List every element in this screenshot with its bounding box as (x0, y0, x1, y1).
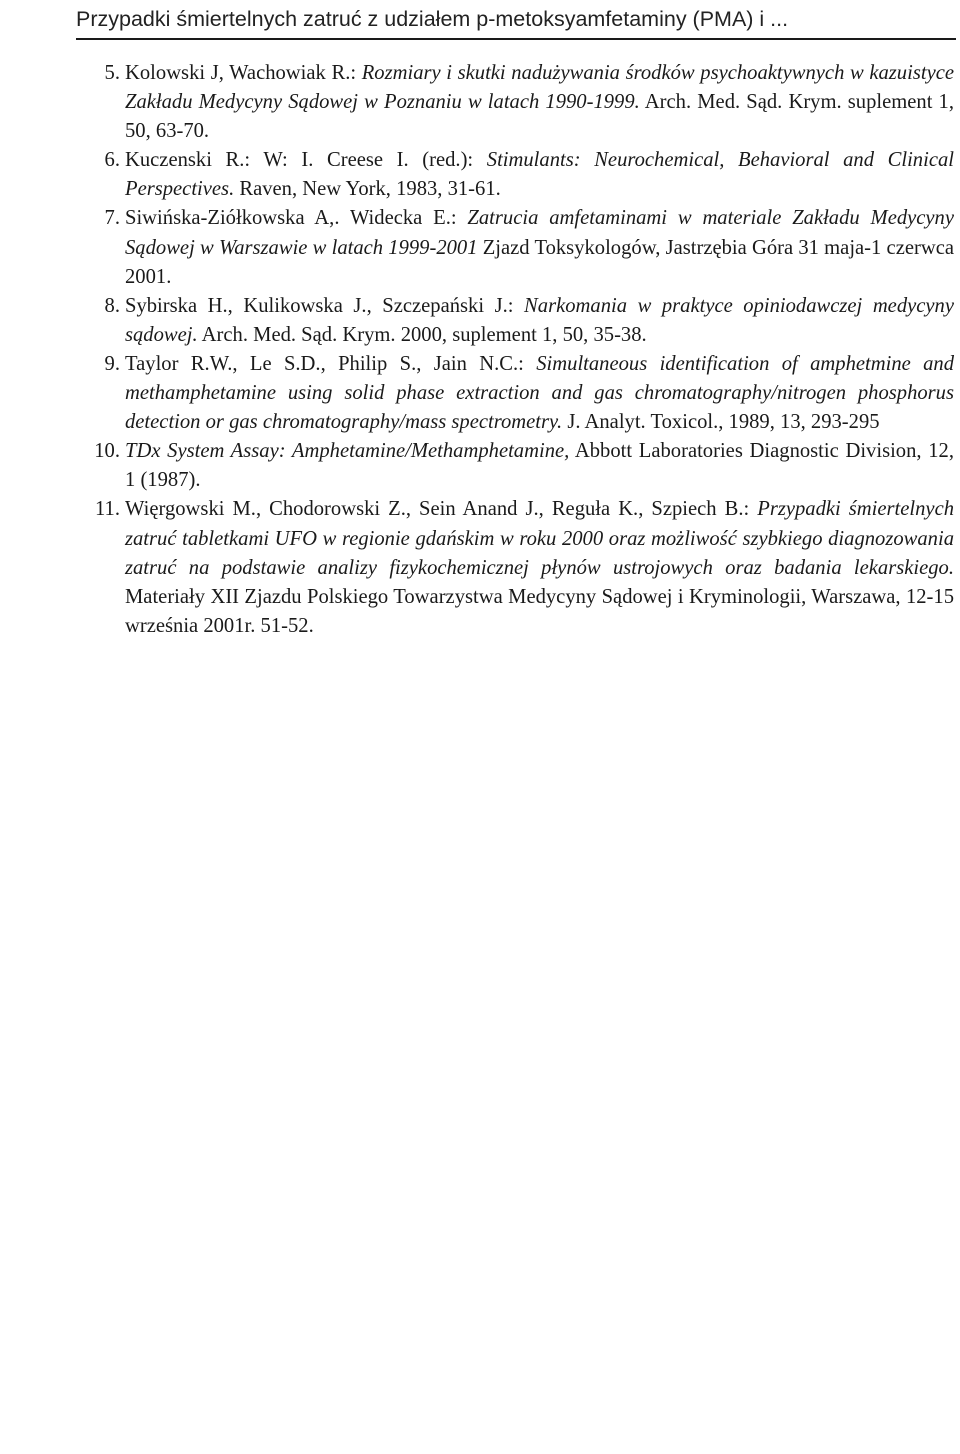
reference-number: 11. (95, 498, 120, 521)
reference-number: 8. (104, 294, 120, 317)
reference-title: Rozmiary i skutki nadużywania środków psychoaktywnych w kazuistyce Zakładu Medycyny Sądowej w Poznaniu w latach 1990-1999. (125, 62, 954, 114)
reference-title: Simultaneous identification of amphetmine and methamphetamine using solid phase extraction and gas chromatography/nitrogen phosphorus detection or gas chromatography/mass spectrometry. (125, 352, 955, 434)
reference-number: 5. (104, 62, 120, 84)
reference-authors: Siwińska-Ziółkowska A,. Widecka E.: (125, 207, 468, 230)
reference-authors: Więrgowski M., Chodorowski Z., Sein Anand J., Reguła K., Szpiech B.: (125, 498, 758, 521)
page-header (76, 4, 956, 40)
reference-item (88, 292, 954, 350)
reference-item (88, 59, 954, 146)
reference-source: Abbott Laboratories Diagnostic Division, 12, 1 (1987). (125, 440, 954, 492)
reference-number: 10. (94, 440, 120, 463)
reference-number: 7. (104, 207, 120, 230)
reference-list (88, 59, 954, 641)
reference-title: Zatrucia amfetaminami w materiale Zakładu Medycyny Sądowej w Warszawie w latach 1999-2001 (125, 207, 954, 259)
running-title: Przypadki śmiertelnych zatruć z udziałem p-metoksyamfetaminy (PMA) i ... (76, 7, 789, 31)
reference-source: J. Analyt. Toxicol., 1989, 13, 293-295 (562, 411, 880, 434)
reference-authors: Kolowski J, Wachowiak R.: (125, 62, 362, 84)
reference-source: Materiały XII Zjazdu Polskiego Towarzystwa Medycyny Sądowej i Kryminologii, Warszawa, 12-15 września 2001r. 51-52. (125, 585, 954, 637)
reference-title: Narkomania w praktyce opiniodawczej medycyny sądowej. (125, 294, 954, 346)
reference-source: Zjazd Toksykologów, Jastrzębia Góra 31 maja-1 czerwca 2001. (125, 236, 954, 288)
reference-source: Arch. Med. Sąd. Krym. 2000, suplement 1, 50, 35-38. (197, 323, 647, 346)
reference-title: Przypadki śmiertelnych zatruć tabletkami UFO w regionie gdańskim w roku 2000 oraz możliwość szybkiego diagnozowania zatruć na podstawie analizy fizykochemicznej płynów ustrojowych oraz badania lekarskiego. (125, 498, 955, 579)
reference-item (88, 495, 954, 640)
header-rule (76, 38, 956, 40)
reference-number: 9. (104, 352, 120, 375)
reference-title: TDx System Assay: Amphetamine/Methamphetamine, (125, 440, 570, 463)
reference-item (88, 350, 954, 437)
reference-source: Raven, New York, 1983, 31-61. (234, 178, 501, 201)
reference-item (88, 146, 954, 204)
reference-authors: Kuczenski R.: W: I. Creese I. (red.): (125, 149, 487, 172)
reference-authors: Sybirska H., Kulikowska J., Szczepański J.: (125, 294, 525, 317)
reference-item (88, 437, 954, 495)
reference-title: Stimulants: Neurochemical, Behavioral and Clinical Perspectives. (125, 149, 954, 201)
reference-source: Arch. Med. Sąd. Krym. suplement 1, 50, 63-70. (125, 91, 954, 143)
reference-number: 6. (104, 149, 120, 172)
reference-authors: Taylor R.W., Le S.D., Philip S., Jain N.C.: (125, 352, 537, 375)
reference-item (88, 204, 954, 291)
